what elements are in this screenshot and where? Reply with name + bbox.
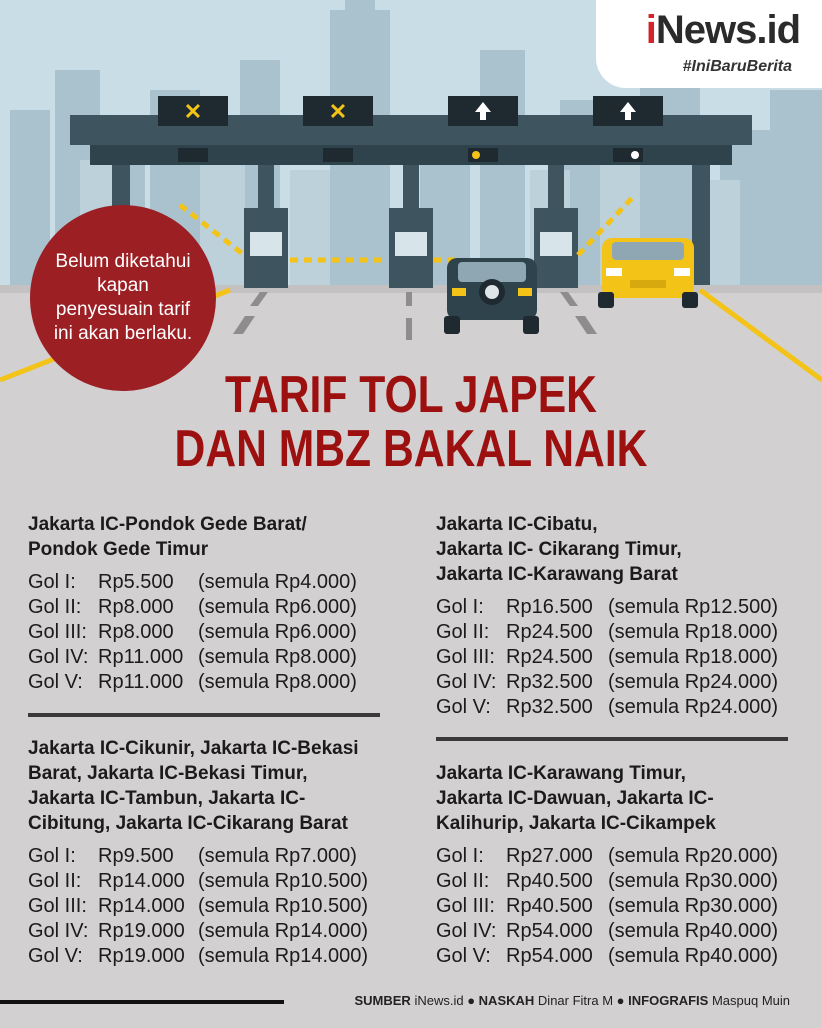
section-heading-line: Jakarta IC-Cibatu, [436, 514, 598, 535]
semula-value: (semula Rp18.000) [608, 646, 779, 668]
tarif-value: Rp16.500 [506, 596, 593, 618]
gol-label: Gol III: [28, 895, 87, 917]
footer-rule [0, 1000, 284, 1004]
tarif-value: Rp32.500 [506, 696, 593, 718]
section-heading [28, 512, 408, 562]
gol-label: Gol I: [28, 845, 76, 867]
tariff-row [436, 919, 816, 944]
tariff-row [28, 570, 408, 595]
tariff-row [436, 894, 816, 919]
gol-label: Gol V: [28, 945, 83, 967]
section-heading-line: Kalihurip, Jakarta IC-Cikampek [436, 813, 716, 834]
tariff-row [28, 869, 408, 894]
section-heading-line: Jakarta IC-Tambun, Jakarta IC- [28, 788, 306, 809]
tariff-row [28, 894, 408, 919]
section-heading-line: Jakarta IC-Pondok Gede Barat/ [28, 514, 307, 535]
semula-value: (semula Rp30.000) [608, 870, 779, 892]
title-line-2: DAN MBZ BAKAL NAIK [174, 420, 648, 478]
footer-naskah-value: Dinar Fitra M [537, 993, 614, 1008]
section-heading-line: Barat, Jakarta IC-Bekasi Timur, [28, 763, 308, 784]
footer-infografis-value: Maspuq Muin [711, 993, 790, 1008]
tariff-row [436, 944, 816, 969]
brand-tagline: #IniBaruBerita [682, 58, 792, 75]
footer-infografis-label: INFOGRAFIS [628, 993, 709, 1008]
semula-value: (semula Rp24.000) [608, 696, 779, 718]
section-heading [28, 736, 408, 836]
tarif-value: Rp19.000 [98, 920, 185, 942]
semula-value: (semula Rp30.000) [608, 895, 779, 917]
note-bubble-text: Belum diketahui kapan penyesuain tarif ini akan berlaku. [53, 251, 193, 344]
gol-label: Gol I: [436, 596, 484, 618]
section-divider [436, 737, 788, 741]
title-line-1: TARIF TOL JAPEK [225, 366, 597, 424]
tarif-value: Rp27.000 [506, 845, 593, 867]
tariff-row [28, 944, 408, 969]
tariff-rows [28, 844, 408, 969]
brand-logo-name: News.id [655, 8, 800, 52]
tariff-row [28, 919, 408, 944]
brand-logo [646, 8, 800, 53]
tariff-rows [436, 595, 816, 720]
gol-label: Gol IV: [436, 920, 497, 942]
semula-value: (semula Rp8.000) [198, 646, 357, 668]
tarif-value: Rp40.500 [506, 870, 593, 892]
tarif-value: Rp54.000 [506, 945, 593, 967]
gol-label: Gol IV: [28, 920, 89, 942]
tariff-row [436, 844, 816, 869]
tarif-value: Rp24.500 [506, 621, 593, 643]
gol-label: Gol II: [28, 870, 82, 892]
tariff-rows [436, 844, 816, 969]
gol-label: Gol II: [436, 870, 490, 892]
gol-label: Gol I: [436, 845, 484, 867]
tarif-value: Rp11.000 [98, 671, 184, 693]
tariff-row [28, 670, 408, 695]
semula-value: (semula Rp12.500) [608, 596, 779, 618]
tariff-section-1 [28, 512, 408, 695]
note-bubble [30, 205, 216, 391]
semula-value: (semula Rp14.000) [198, 945, 369, 967]
tariff-row [28, 595, 408, 620]
gol-label: Gol II: [28, 596, 82, 618]
gol-label: Gol IV: [28, 646, 89, 668]
tarif-value: Rp24.500 [506, 646, 593, 668]
footer-naskah-label: NASKAH [478, 993, 535, 1008]
section-heading-line: Pondok Gede Timur [28, 539, 209, 560]
tarif-value: Rp32.500 [506, 671, 593, 693]
tariff-row [436, 869, 816, 894]
tariff-row [28, 645, 408, 670]
tariff-rows [28, 570, 408, 695]
tarif-value: Rp54.000 [506, 920, 593, 942]
footer-credits [354, 993, 790, 1008]
gol-label: Gol V: [28, 671, 83, 693]
brand-logo-box [596, 0, 822, 88]
semula-value: (semula Rp8.000) [198, 671, 357, 693]
tarif-value: Rp9.500 [98, 845, 174, 867]
footer-sumber-label: SUMBER [354, 993, 411, 1008]
tariff-row [436, 620, 816, 645]
tarif-value: Rp19.000 [98, 945, 185, 967]
semula-value: (semula Rp40.000) [608, 945, 779, 967]
tariff-row [28, 844, 408, 869]
tarif-value: Rp40.500 [506, 895, 593, 917]
svg-text:✕: ✕ [328, 99, 348, 124]
semula-value: (semula Rp20.000) [608, 845, 779, 867]
semula-value: (semula Rp14.000) [198, 920, 369, 942]
semula-value: (semula Rp40.000) [608, 920, 779, 942]
footer-sumber-value: iNews.id [414, 993, 464, 1008]
gol-label: Gol IV: [436, 671, 497, 693]
gol-label: Gol III: [28, 621, 87, 643]
semula-value: (semula Rp10.500) [198, 895, 369, 917]
brand-logo-i: i [645, 8, 656, 52]
tarif-value: Rp11.000 [98, 646, 184, 668]
tariff-row [436, 645, 816, 670]
gol-label: Gol III: [436, 646, 495, 668]
tariff-row [436, 695, 816, 720]
tariff-section-2 [436, 512, 816, 720]
bullet-icon: ● [616, 993, 625, 1008]
tariff-section-4 [436, 761, 816, 969]
gol-label: Gol III: [436, 895, 495, 917]
tarif-value: Rp14.000 [98, 895, 185, 917]
section-heading-line: Jakarta IC- Cikarang Timur, [436, 539, 682, 560]
tarif-value: Rp5.500 [98, 571, 174, 593]
semula-value: (semula Rp18.000) [608, 621, 779, 643]
semula-value: (semula Rp6.000) [198, 621, 357, 643]
tariff-row [436, 595, 816, 620]
gol-label: Gol V: [436, 696, 491, 718]
section-heading-line: Jakarta IC-Karawang Barat [436, 564, 678, 585]
semula-value: (semula Rp4.000) [198, 571, 357, 593]
gol-label: Gol I: [28, 571, 76, 593]
semula-value: (semula Rp24.000) [608, 671, 779, 693]
section-divider [28, 713, 380, 717]
section-heading-line: Jakarta IC-Cikunir, Jakarta IC-Bekasi [28, 738, 359, 759]
section-heading [436, 761, 816, 836]
gol-label: Gol V: [436, 945, 491, 967]
bullet-icon: ● [467, 993, 476, 1008]
tariff-row [28, 620, 408, 645]
tarif-value: Rp14.000 [98, 870, 185, 892]
tariff-section-3 [28, 736, 408, 969]
section-heading [436, 512, 816, 587]
section-heading-line: Jakarta IC-Dawuan, Jakarta IC- [436, 788, 714, 809]
section-heading-line: Jakarta IC-Karawang Timur, [436, 763, 686, 784]
tarif-value: Rp8.000 [98, 596, 174, 618]
tarif-value: Rp8.000 [98, 621, 174, 643]
tariff-row [436, 670, 816, 695]
svg-text:✕: ✕ [183, 99, 203, 124]
section-heading-line: Cibitung, Jakarta IC-Cikarang Barat [28, 813, 348, 834]
semula-value: (semula Rp6.000) [198, 596, 357, 618]
gol-label: Gol II: [436, 621, 490, 643]
semula-value: (semula Rp7.000) [198, 845, 357, 867]
semula-value: (semula Rp10.500) [198, 870, 369, 892]
